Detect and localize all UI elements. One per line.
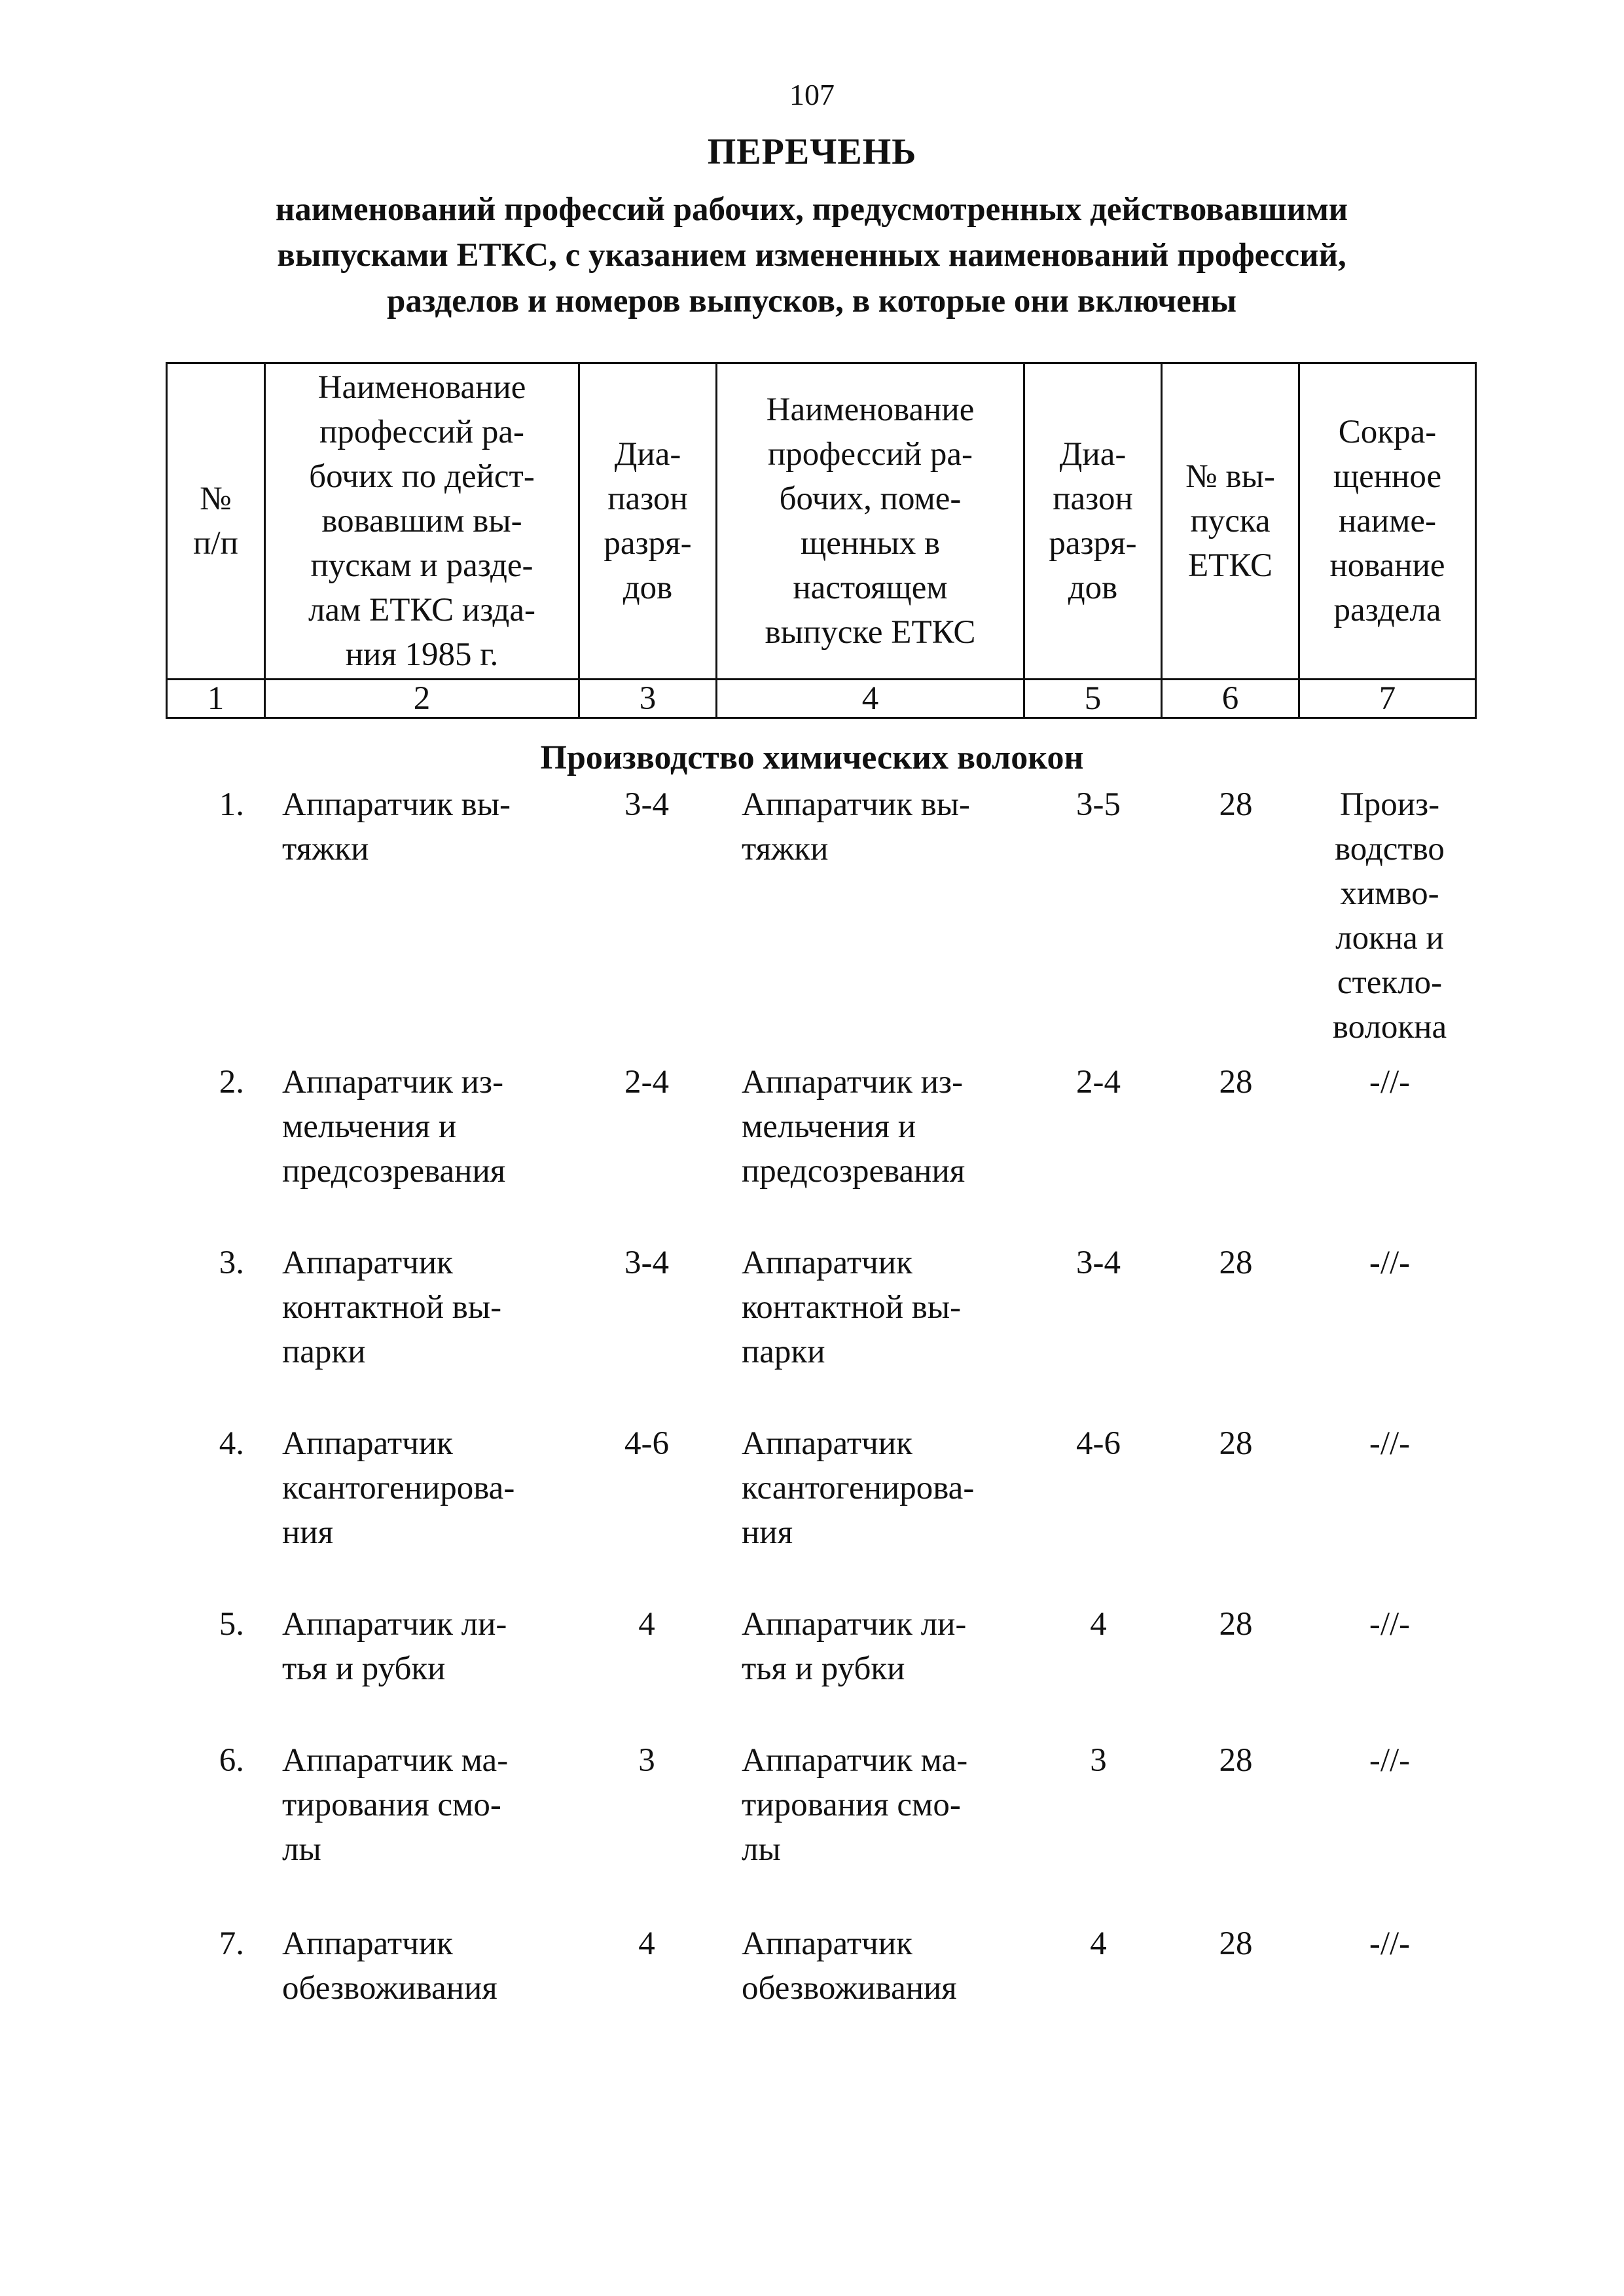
- name-line: Аппаратчик: [282, 1245, 453, 1281]
- new-profession-name: [742, 1241, 1036, 1374]
- header-line: щенных в: [800, 525, 941, 562]
- section-line: -//-: [1369, 1245, 1411, 1281]
- section-name: [1305, 1241, 1475, 1285]
- new-grade-range: 2-4: [1076, 1064, 1121, 1101]
- row-number: 7.: [219, 1925, 244, 1962]
- old-grade-range: 3-4: [624, 786, 669, 823]
- row-number: 4.: [219, 1425, 244, 1462]
- column-number: 1: [167, 680, 265, 718]
- old-grade-range: 3-4: [624, 1245, 669, 1281]
- header-line: № вы-: [1185, 458, 1275, 495]
- row-number: 3.: [219, 1245, 244, 1281]
- section-line: локна и: [1335, 920, 1444, 957]
- name-line: ния: [282, 1514, 334, 1551]
- header-line: профессий ра-: [319, 414, 524, 450]
- name-line: тирования смо-: [742, 1787, 961, 1823]
- column-number-row: [167, 680, 1476, 718]
- header-line: настоящем: [793, 570, 948, 606]
- section-name: [1305, 1060, 1475, 1104]
- header-line: пазон: [1053, 481, 1133, 517]
- name-line: Аппаратчик ли-: [282, 1606, 507, 1643]
- section-line: Произ-: [1339, 786, 1440, 823]
- name-line: ния: [742, 1514, 793, 1551]
- issue-number: 28: [1219, 1245, 1253, 1281]
- name-line: тяжки: [282, 831, 369, 867]
- new-profession-name: [742, 782, 1036, 871]
- name-line: парки: [742, 1334, 825, 1370]
- column-number: 7: [1299, 680, 1476, 718]
- section-line: -//-: [1369, 1742, 1411, 1779]
- new-profession-name: [742, 1738, 1036, 1872]
- section-name: [1305, 1738, 1475, 1783]
- name-line: лы: [742, 1831, 781, 1868]
- new-grade-range: 3-4: [1076, 1245, 1121, 1281]
- column-number: 4: [717, 680, 1024, 718]
- header-line: дов: [1068, 570, 1118, 606]
- header-line: бочих по дейст-: [309, 458, 535, 495]
- name-line: лы: [282, 1831, 321, 1868]
- row-number: 5.: [219, 1606, 244, 1643]
- name-line: Аппаратчик: [742, 1245, 912, 1281]
- name-line: тирования смо-: [282, 1787, 501, 1823]
- subtitle-line: наименований профессий рабочих, предусмотренных действовавшими: [275, 191, 1348, 228]
- header-table: [166, 362, 1477, 719]
- header-line: наиме-: [1338, 503, 1437, 539]
- column-number: 3: [579, 680, 717, 718]
- row-number: 1.: [219, 786, 244, 823]
- page-number: 107: [789, 78, 835, 111]
- header-line: ния 1985 г.: [345, 636, 499, 673]
- new-grade-range: 3: [1090, 1742, 1107, 1779]
- header-line: Наименование: [766, 392, 975, 428]
- old-profession-name: [282, 782, 590, 871]
- new-profession-name: [742, 1602, 1036, 1691]
- header-cell-new-name: [717, 363, 1024, 680]
- new-profession-name: [742, 1421, 1036, 1555]
- header-line: дов: [623, 570, 673, 606]
- subtitle-line: выпусками ЕТКС, с указанием измененных наименований профессий,: [277, 237, 1346, 274]
- header-line: пуска: [1190, 503, 1271, 539]
- header-line: Диа-: [614, 436, 681, 473]
- old-grade-range: 4-6: [624, 1425, 669, 1462]
- name-line: мельчения и: [742, 1108, 916, 1145]
- section-title: Производство химических волокон: [540, 739, 1084, 776]
- header-cell-old-name: [265, 363, 579, 680]
- name-line: Аппаратчик вы-: [282, 786, 511, 823]
- row-number: 6.: [219, 1742, 244, 1779]
- name-line: предсозревания: [742, 1153, 965, 1190]
- name-line: Аппаратчик вы-: [742, 786, 970, 823]
- section-line: водство: [1335, 831, 1445, 867]
- section-line: волокна: [1332, 1009, 1447, 1046]
- name-line: ксантогенирова-: [742, 1470, 975, 1506]
- issue-number: 28: [1219, 1425, 1253, 1462]
- header-line: нование: [1329, 547, 1445, 584]
- name-line: Аппаратчик: [742, 1925, 912, 1962]
- header-line: раздела: [1333, 592, 1441, 629]
- header-line: лам ЕТКС изда-: [308, 592, 535, 629]
- name-line: мельчения и: [282, 1108, 457, 1145]
- issue-number: 28: [1219, 1925, 1253, 1962]
- section-name: [1305, 1922, 1475, 1966]
- name-line: контактной вы-: [742, 1289, 962, 1326]
- old-profession-name: [282, 1060, 590, 1194]
- new-grade-range: 3-5: [1076, 786, 1121, 823]
- column-number: 6: [1162, 680, 1299, 718]
- column-number: 5: [1024, 680, 1162, 718]
- header-cell-new-range: [1024, 363, 1162, 680]
- header-line: Диа-: [1059, 436, 1127, 473]
- old-profession-name: [282, 1421, 590, 1555]
- old-profession-name: [282, 1922, 590, 2011]
- new-profession-name: [742, 1922, 1036, 2011]
- name-line: обезвоживания: [282, 1970, 497, 2007]
- name-line: ксантогенирова-: [282, 1470, 515, 1506]
- name-line: Аппаратчик: [282, 1925, 453, 1962]
- header-line: щенное: [1333, 458, 1442, 495]
- section-line: стекло-: [1337, 964, 1443, 1001]
- section-name: [1305, 1602, 1475, 1647]
- section-line: -//-: [1369, 1425, 1411, 1462]
- name-line: Аппаратчик ли-: [742, 1606, 967, 1643]
- header-line: ЕТКС: [1187, 547, 1273, 584]
- section-line: -//-: [1369, 1606, 1411, 1643]
- header-line: разря-: [604, 525, 692, 562]
- section-line: -//-: [1369, 1925, 1411, 1962]
- issue-number: 28: [1219, 1064, 1253, 1101]
- old-grade-range: 4: [638, 1606, 655, 1643]
- old-profession-name: [282, 1602, 590, 1691]
- header-cell-number: [167, 363, 265, 680]
- name-line: тяжки: [742, 831, 829, 867]
- name-line: Аппаратчик: [282, 1425, 453, 1462]
- header-cell-old-range: [579, 363, 717, 680]
- old-grade-range: 2-4: [624, 1064, 669, 1101]
- column-number: 2: [265, 680, 579, 718]
- issue-number: 28: [1219, 1742, 1253, 1779]
- old-grade-range: 3: [638, 1742, 655, 1779]
- header-line: п/п: [193, 525, 238, 562]
- document-subtitle: [157, 187, 1466, 324]
- new-grade-range: 4: [1090, 1925, 1107, 1962]
- header-line: бочих, поме-: [779, 481, 962, 517]
- header-line: разря-: [1049, 525, 1137, 562]
- old-profession-name: [282, 1241, 590, 1374]
- name-line: обезвоживания: [742, 1970, 957, 2007]
- header-line: вовавшим вы-: [321, 503, 522, 539]
- new-grade-range: 4: [1090, 1606, 1107, 1643]
- name-line: Аппаратчик из-: [742, 1064, 964, 1101]
- header-cell-issue: [1162, 363, 1299, 680]
- document-title: ПЕРЕЧЕНЬ: [707, 132, 917, 172]
- header-line: Наименование: [317, 369, 526, 406]
- header-line: Сокра-: [1338, 414, 1437, 450]
- section-name: [1305, 782, 1475, 1049]
- issue-number: 28: [1219, 786, 1253, 823]
- subtitle-line: разделов и номеров выпусков, в которые они включены: [386, 283, 1237, 319]
- section-line: химво-: [1340, 875, 1439, 912]
- new-profession-name: [742, 1060, 1036, 1194]
- header-line: №: [200, 481, 232, 517]
- name-line: тья и рубки: [282, 1650, 446, 1687]
- old-profession-name: [282, 1738, 590, 1872]
- header-line: профессий ра-: [768, 436, 973, 473]
- new-grade-range: 4-6: [1076, 1425, 1121, 1462]
- header-line: пазон: [607, 481, 688, 517]
- name-line: Аппаратчик ма-: [282, 1742, 509, 1779]
- name-line: парки: [282, 1334, 366, 1370]
- name-line: предсозревания: [282, 1153, 506, 1190]
- header-cell-section: [1299, 363, 1476, 680]
- section-line: -//-: [1369, 1064, 1411, 1101]
- name-line: Аппаратчик: [742, 1425, 912, 1462]
- name-line: контактной вы-: [282, 1289, 502, 1326]
- header-line: выпуске ЕТКС: [765, 614, 976, 651]
- header-line: пускам и разде-: [310, 547, 533, 584]
- name-line: Аппаратчик ма-: [742, 1742, 968, 1779]
- name-line: тья и рубки: [742, 1650, 905, 1687]
- issue-number: 28: [1219, 1606, 1253, 1643]
- old-grade-range: 4: [638, 1925, 655, 1962]
- name-line: Аппаратчик из-: [282, 1064, 504, 1101]
- section-name: [1305, 1421, 1475, 1466]
- row-number: 2.: [219, 1064, 244, 1101]
